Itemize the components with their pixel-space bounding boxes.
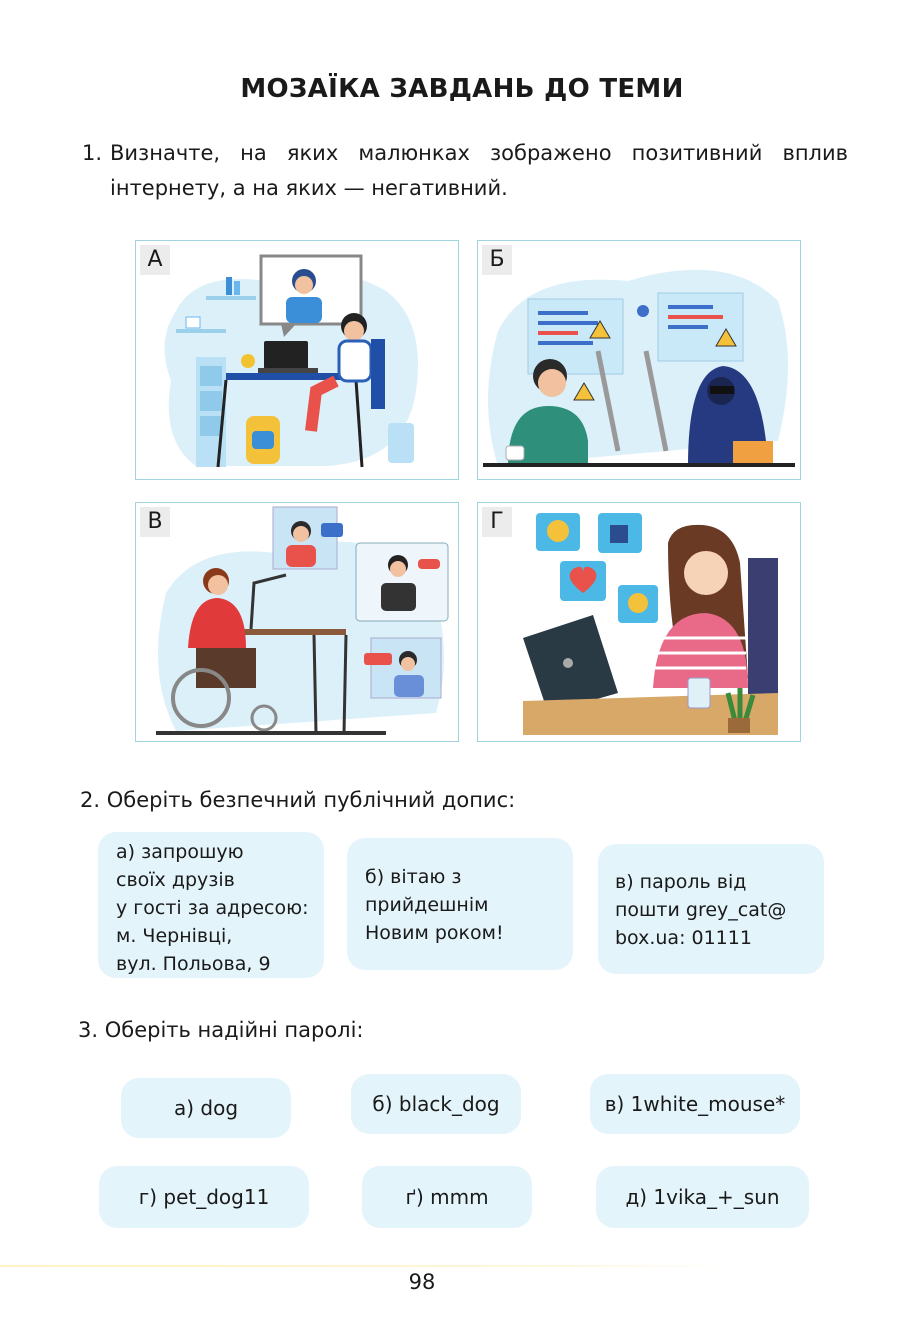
illustration-panel-b [477, 240, 801, 480]
page-number: 98 [408, 1270, 436, 1294]
task-1-text [82, 136, 848, 206]
task-2-heading: 2. Оберіть безпечний публічний допис: [80, 788, 516, 812]
panel-letter: В [140, 507, 170, 537]
post-option-c[interactable] [598, 844, 824, 974]
panel-letter: А [140, 245, 170, 275]
post-option-line: box.ua: 01111 [615, 927, 752, 949]
video-call-icon [136, 503, 458, 741]
post-option-line: своїх друзів [116, 869, 235, 891]
post-option-line: м. Чернівці, [116, 925, 233, 947]
post-option-line: Новим роком! [365, 922, 504, 944]
cyberbullying-icon [478, 503, 800, 741]
hacker-attack-icon [478, 241, 800, 479]
password-option-d[interactable]: д) 1vika_+_sun [596, 1166, 809, 1228]
task-3-heading: 3. Оберіть надійні паролі: [78, 1018, 364, 1042]
post-option-line: а) запрошую [116, 841, 244, 863]
post-option-line: у гості за адресою: [116, 897, 309, 919]
password-option-b[interactable]: б) black_dog [351, 1074, 521, 1134]
password-option-g-prime[interactable]: ґ) mmm [362, 1166, 532, 1228]
post-option-line: б) вітаю з [365, 866, 462, 888]
post-option-b[interactable] [347, 838, 573, 970]
illustration-panel-a [135, 240, 459, 480]
post-option-line: вул. Польова, 9 [116, 953, 271, 975]
illustration-panel-d [477, 502, 801, 742]
task-1-question: Визначте, на яких малюнках зображено позитивний вплив інтернету, а на яких — негативний. [110, 141, 848, 200]
page-title: МОЗАЇКА ЗАВДАНЬ ДО ТЕМИ [240, 74, 684, 104]
post-option-line: в) пароль від [615, 871, 747, 893]
footer-divider [0, 1265, 740, 1267]
password-option-g[interactable]: г) pet_dog11 [99, 1166, 309, 1228]
post-option-line: прийдешнім [365, 894, 489, 916]
password-option-a[interactable]: а) dog [121, 1078, 291, 1138]
illustration-panel-c [135, 502, 459, 742]
task-1-number: 1. [82, 141, 103, 165]
post-option-line: пошти grey_cat@ [615, 899, 787, 921]
post-option-a[interactable] [98, 832, 324, 978]
password-option-c[interactable]: в) 1white_mouse* [590, 1074, 800, 1134]
panel-letter: Б [482, 245, 512, 275]
panel-letter: Г [482, 507, 512, 537]
online-learning-icon [136, 241, 458, 479]
